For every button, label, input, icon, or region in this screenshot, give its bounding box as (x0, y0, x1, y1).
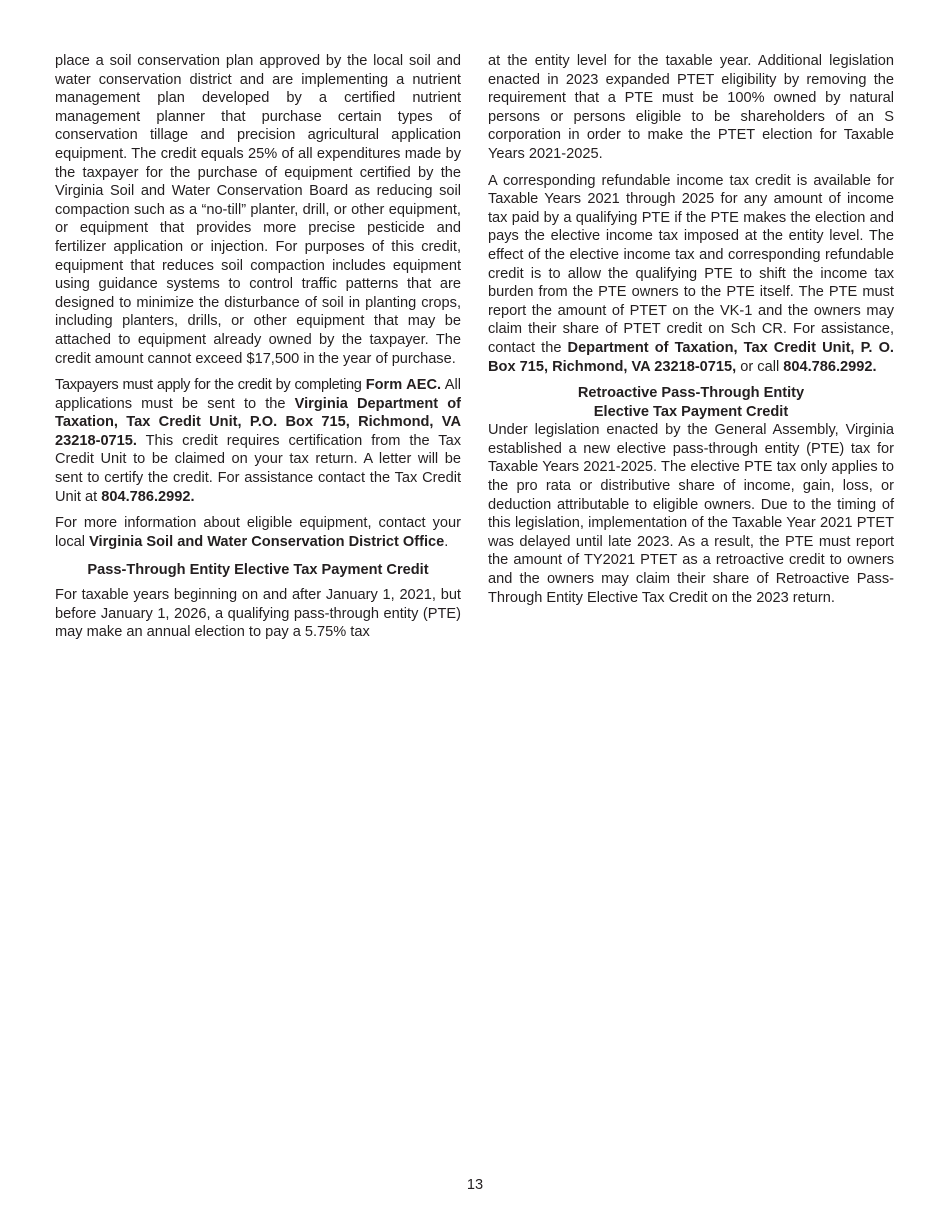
right-column (488, 52, 894, 615)
eligible-equipment-paragraph (55, 514, 461, 551)
district-office-text: Virginia Soil and Water Conservation District Office (89, 533, 445, 550)
refundable-credit-paragraph (488, 172, 894, 377)
retroactive-heading-line2: Elective Tax Payment Credit (593, 403, 789, 420)
retroactive-credit-heading (488, 384, 894, 421)
form-aec-text: Form AEC. (365, 377, 442, 394)
pte-credit-heading: Pass-Through Entity Elective Tax Payment Credit (87, 562, 429, 579)
period-text: . (444, 533, 449, 550)
retroactive-heading-line1: Retroactive Pass-Through Entity (577, 385, 805, 402)
certification-text: This credit requires certification from the Tax Credit Unit to be claimed on your tax return. A letter will be sent to certify the credit. For assistance contact the Tax Credit Unit at (55, 432, 461, 505)
refundable-credit-text: A corresponding refundable income tax credit is available for Taxable Years 2021 through 2025 for any amount of income tax paid by a qualifying PTE if the PTE makes the election and pays the elective income tax imposed at the entity level. The effect of the elective income tax and corresponding refundable credit is to allow the qualifying PTE to shift the income tax burden from the PTE owners to the PTE itself. The PTE must report the amount of PTET on the VK-1 and the owners may claim their share of PTET credit on Sch CR. For assistance, contact the (488, 172, 894, 356)
tax-credit-unit-address: Virginia Department of Taxation, Tax Credit Unit, P.O. Box 715, Richmond, VA 23218-0715. (55, 395, 461, 449)
tax-credit-unit-phone: 804.786.2992. (101, 488, 195, 505)
more-info-text: For more information about eligible equipment, contact your local (55, 515, 461, 550)
apply-text: Taxpayers must apply for the credit by completing (55, 377, 366, 394)
department-address: Department of Taxation, Tax Credit Unit, P. O. Box 715, Richmond, VA 23218-0715, (488, 339, 894, 375)
retroactive-credit-paragraph: Under legislation enacted by the General Assembly, Virginia established a new elective pass-through entity (PTE) tax for Taxable Years 2021-2025. The elective PTE tax only applies to the pro rata or distributive share of income, gain, loss, or deduction attributable to eligible owners. Due to the timing of this legislation, implementation of the Taxable Year 2021 PTET was delayed until late 2023. As a result, the PTE must report the amount of TY2021 PTET as a retroactive credit to owners and the owners may claim their share of Retroactive Pass-Through Entity Elective Tax Credit on the 2023 return. (488, 422, 894, 606)
agricultural-equipment-paragraph: place a soil conservation plan approved by the local soil and water conservation district and are implementing a nutrient management plan developed by a certified nutrient management planner that purchase certain types of conservation tillage and precision agricultural application equipment. The credit equals 25% of all expenditures made by the taxpayer for the purchase of equipment certified by the Virginia Soil and Water Conservation Board as reducing soil compaction such as a “no-till” planter, drill, or other equipment, or equipment that provides more precise pesticide and fertilizer application or injection. For purposes of this credit, equipment that reduces soil compaction includes equipment using guidance systems to control traffic patterns that are designed to minimize the disturbance of soil in planting crops, including planters, drills, or other equipment that may be attached to equipment already owned by the taxpayer. The credit amount cannot exceed $17,500 in the year of purchase. (55, 53, 461, 367)
department-phone: 804.786.2992. (783, 358, 877, 375)
page-number: 13 (466, 1177, 484, 1193)
applications-sent-text: All applications must be sent to the (55, 377, 461, 412)
pte-election-paragraph: For taxable years beginning on and after January 1, 2021, but before January 1, 2026, a qualifying pass-through entity (PTE) may make an annual election to pay a 5.75% tax (55, 587, 461, 641)
application-instructions-paragraph (55, 376, 461, 506)
ptet-eligibility-paragraph: at the entity level for the taxable year. Additional legislation enacted in 2023 expanded PTET eligibility by removing the requirement that a PTE must be 100% owned by natural persons or persons eligible to be shareholders of an S corporation in order to make the PTET election for Taxable Years 2021-2025. (488, 53, 894, 162)
or-call-text: or call (736, 358, 784, 375)
left-column (55, 52, 461, 650)
